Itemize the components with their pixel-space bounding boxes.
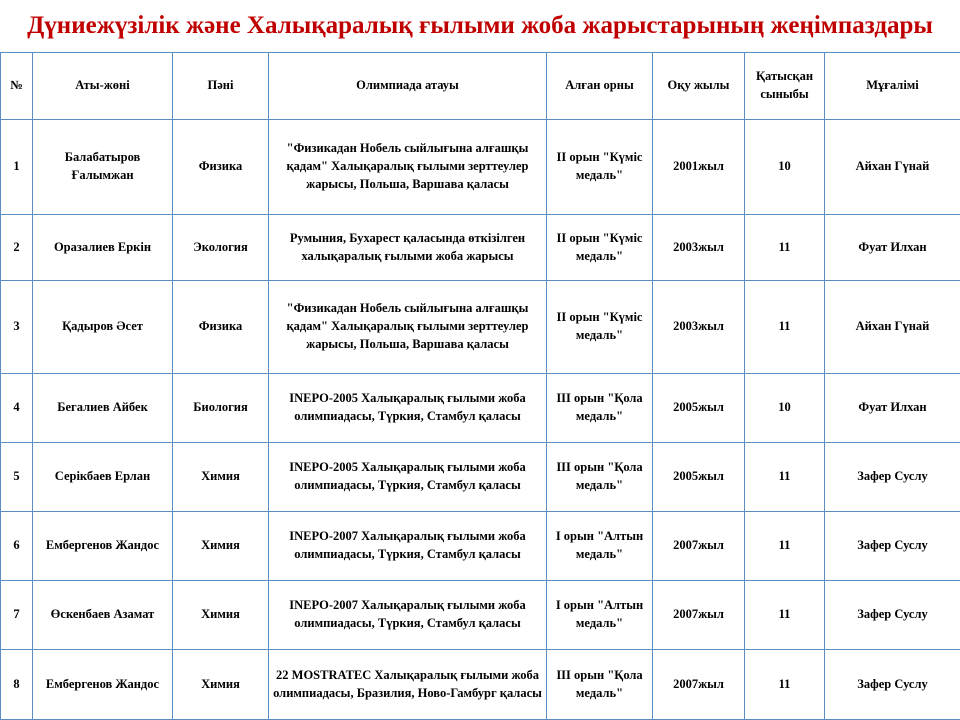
cell-olympiad: INEPO-2007 Халықаралық ғылыми жоба олимпиадасы, Түркия, Стамбул қаласы — [269, 512, 547, 581]
header-teacher: Мұғалімі — [825, 53, 960, 120]
cell-teacher: Айхан Гүнай — [825, 281, 960, 374]
cell-year: 2003жыл — [653, 215, 745, 281]
cell-grade: 11 — [745, 650, 825, 720]
cell-olympiad: INEPO-2007 Халықаралық ғылыми жоба олимпиадасы, Түркия, Стамбул қаласы — [269, 581, 547, 650]
cell-place: II орын "Күміс медаль" — [547, 215, 653, 281]
cell-teacher: Зафер Суслу — [825, 443, 960, 512]
cell-year: 2005жыл — [653, 374, 745, 443]
cell-year: 2007жыл — [653, 512, 745, 581]
header-year: Оқу жылы — [653, 53, 745, 120]
cell-year: 2005жыл — [653, 443, 745, 512]
cell-teacher: Зафер Суслу — [825, 581, 960, 650]
cell-year: 2007жыл — [653, 581, 745, 650]
header-place: Алған орны — [547, 53, 653, 120]
cell-number: 2 — [1, 215, 33, 281]
cell-olympiad: INEPO-2005 Халықаралық ғылыми жоба олимпиадасы, Түркия, Стамбул қаласы — [269, 443, 547, 512]
cell-year: 2001жыл — [653, 120, 745, 215]
cell-grade: 11 — [745, 512, 825, 581]
cell-year: 2007жыл — [653, 650, 745, 720]
header-olympiad: Олимпиада атауы — [269, 53, 547, 120]
cell-teacher: Фуат Илхан — [825, 215, 960, 281]
cell-grade: 11 — [745, 215, 825, 281]
cell-subject: Биология — [173, 374, 269, 443]
table-row — [1, 581, 960, 650]
cell-year: 2003жыл — [653, 281, 745, 374]
table-row — [1, 120, 960, 215]
cell-olympiad: INEPO-2005 Халықаралық ғылыми жоба олимпиадасы, Түркия, Стамбул қаласы — [269, 374, 547, 443]
cell-olympiad: Румыния, Бухарест қаласында өткізілген халықаралық ғылыми жоба жарысы — [269, 215, 547, 281]
cell-name: Оразалиев Еркін — [33, 215, 173, 281]
cell-teacher: Фуат Илхан — [825, 374, 960, 443]
table-row — [1, 215, 960, 281]
cell-subject: Химия — [173, 443, 269, 512]
cell-subject: Физика — [173, 281, 269, 374]
cell-olympiad: "Физикадан Нобель сыйлығына алғашқы қадам" Халықаралық ғылыми зерттеулер жарысы, Польша, Варшава қаласы — [269, 120, 547, 215]
table-row — [1, 650, 960, 720]
cell-teacher: Зафер Суслу — [825, 512, 960, 581]
cell-subject: Физика — [173, 120, 269, 215]
cell-name: Ембергенов Жандос — [33, 512, 173, 581]
cell-number: 5 — [1, 443, 33, 512]
cell-name: Қадыров Әсет — [33, 281, 173, 374]
cell-name: Бегалиев Айбек — [33, 374, 173, 443]
cell-grade: 11 — [745, 443, 825, 512]
cell-teacher: Зафер Суслу — [825, 650, 960, 720]
cell-number: 3 — [1, 281, 33, 374]
cell-place: III орын "Қола медаль" — [547, 443, 653, 512]
cell-number: 8 — [1, 650, 33, 720]
table-row — [1, 512, 960, 581]
cell-place: II орын "Күміс медаль" — [547, 120, 653, 215]
header-grade: Қатысқан сыныбы — [745, 53, 825, 120]
cell-subject: Экология — [173, 215, 269, 281]
cell-grade: 11 — [745, 581, 825, 650]
table-row — [1, 443, 960, 512]
header-name: Аты-жөні — [33, 53, 173, 120]
winners-table — [0, 52, 960, 720]
table-row — [1, 281, 960, 374]
cell-name: Серікбаев Ерлан — [33, 443, 173, 512]
cell-number: 6 — [1, 512, 33, 581]
cell-subject: Химия — [173, 650, 269, 720]
table-row — [1, 374, 960, 443]
cell-place: II орын "Күміс медаль" — [547, 281, 653, 374]
cell-place: III орын "Қола медаль" — [547, 374, 653, 443]
cell-place: III орын "Қола медаль" — [547, 650, 653, 720]
cell-subject: Химия — [173, 512, 269, 581]
header-subject: Пәні — [173, 53, 269, 120]
header-number: № — [1, 53, 33, 120]
cell-subject: Химия — [173, 581, 269, 650]
cell-number: 7 — [1, 581, 33, 650]
table-header-row — [1, 53, 960, 120]
cell-name: Өскенбаев Азамат — [33, 581, 173, 650]
cell-number: 4 — [1, 374, 33, 443]
cell-teacher: Айхан Гүнай — [825, 120, 960, 215]
cell-name: Балабатыров Ғалымжан — [33, 120, 173, 215]
cell-olympiad: 22 MOSTRATEC Халықаралық ғылыми жоба олимпиадасы, Бразилия, Ново-Гамбург қаласы — [269, 650, 547, 720]
cell-name: Ембергенов Жандос — [33, 650, 173, 720]
cell-grade: 10 — [745, 374, 825, 443]
cell-place: I орын "Алтын медаль" — [547, 512, 653, 581]
page-title: Дүниежүзілік және Халықаралық ғылыми жоба жарыстарының жеңімпаздары — [27, 12, 933, 39]
cell-grade: 11 — [745, 281, 825, 374]
cell-grade: 10 — [745, 120, 825, 215]
cell-number: 1 — [1, 120, 33, 215]
cell-olympiad: "Физикадан Нобель сыйлығына алғашқы қадам" Халықаралық ғылыми зерттеулер жарысы, Польша, Варшава қаласы — [269, 281, 547, 374]
cell-place: I орын "Алтын медаль" — [547, 581, 653, 650]
